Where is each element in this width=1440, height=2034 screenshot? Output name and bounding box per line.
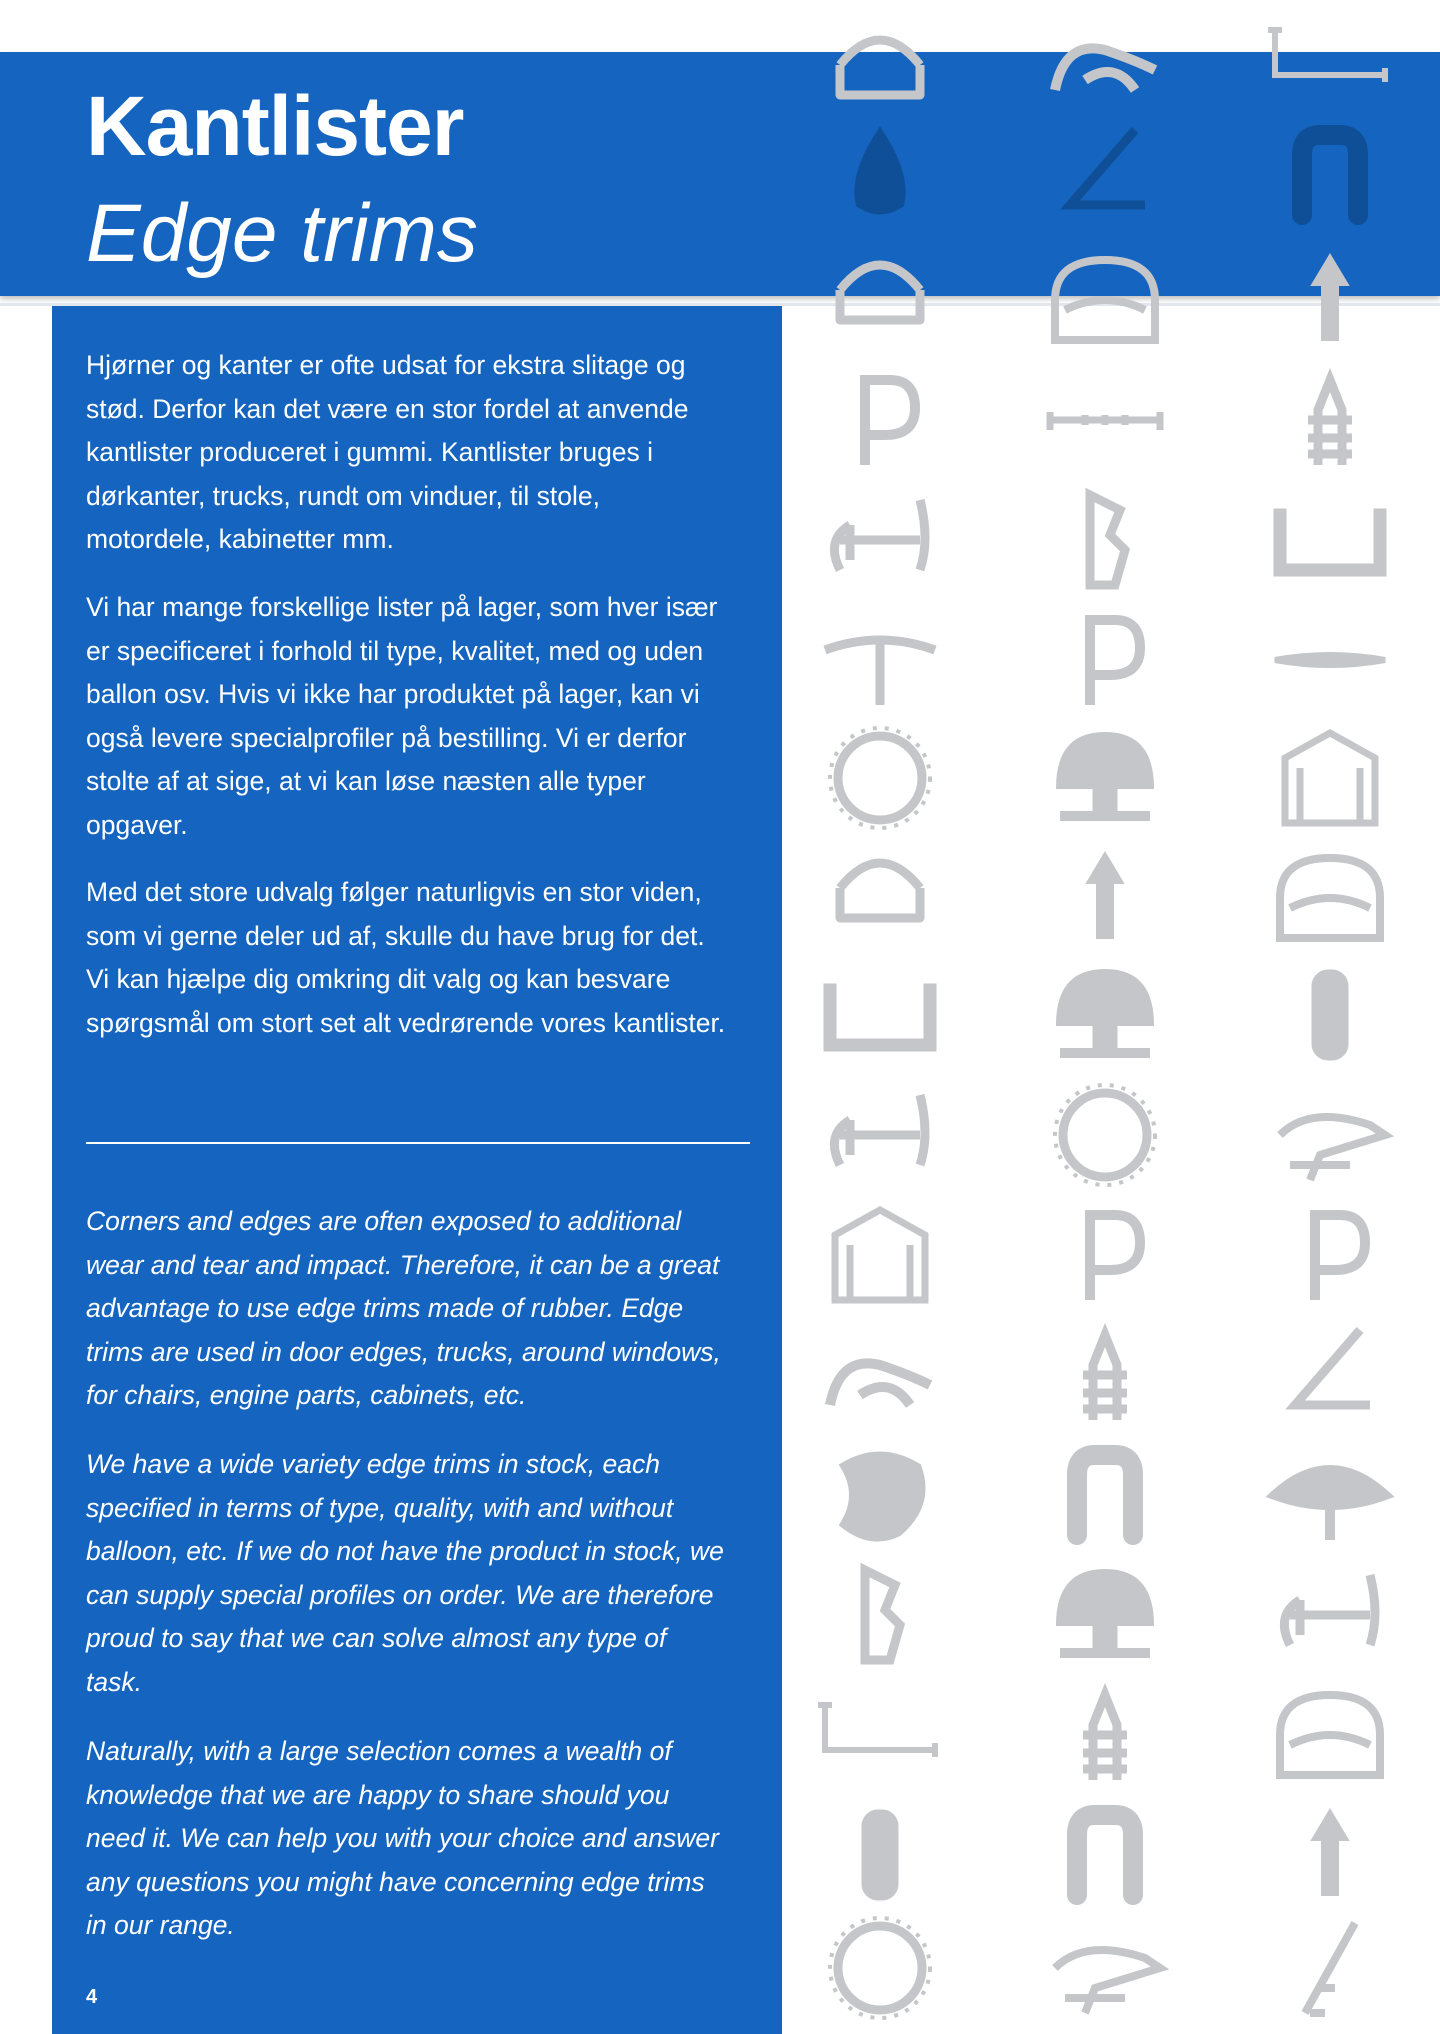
edge-trim-profile-icon xyxy=(1055,1085,1155,1185)
edge-trim-profile-icon xyxy=(1275,655,1385,665)
edge-trim-profile-icon xyxy=(1312,1810,1348,1895)
english-paragraph-1: Corners and edges are often exposed to additional wear and tear and impact. Therefore, it can be a great advantage to use edge trims made of rubber. Edge trims are used in door edges, trucks, around windows, for chairs, engine parts, cabinets, etc. xyxy=(86,1206,721,1410)
edge-trim-profile-icon xyxy=(1315,1215,1365,1300)
page-number: 4 xyxy=(86,1986,98,2008)
edge-trim-profile-icon xyxy=(862,1810,898,1900)
edge-trim-profile-icon xyxy=(1087,853,1123,938)
edge-trim-profile-icon xyxy=(1285,733,1375,823)
danish-paragraph-2: Vi har mange forskellige lister på lager, som hver især er specificeret i forhold til type, kvalitet, med og uden ballon osv. Hvis vi ikke har produktet på lager, kan vi også levere specialprofiler på bestilling. Vi er derfor stolte af at sige, at vi kan løse næsten alle typer opgaver. xyxy=(86,592,718,840)
edge-trim-profile-icon xyxy=(1305,1923,1355,2013)
edge-trim-profile-icon xyxy=(840,863,920,918)
edge-trim-profile-icon xyxy=(865,380,915,465)
edge-trim-profile-icon xyxy=(825,985,935,1050)
edge-trim-profile-icon xyxy=(840,40,920,95)
edge-trim-profile-icon xyxy=(1050,412,1160,430)
edge-trim-profile-icon xyxy=(1057,1570,1153,1653)
edge-trim-profile-icon xyxy=(1077,1815,1133,1895)
edge-trim-profile-icon xyxy=(1280,1117,1385,1180)
edge-trim-profile-icon xyxy=(1308,380,1352,465)
edge-trim-profile-icon xyxy=(1090,1215,1140,1300)
edge-trim-profile-icon xyxy=(1090,495,1125,585)
edge-trim-profile-icon xyxy=(1083,1695,1127,1780)
edge-trim-profile-icon xyxy=(1055,48,1155,90)
edge-trim-profiles-svg xyxy=(800,0,1440,2034)
edge-trim-profile-icon xyxy=(1280,1695,1380,1775)
edge-trim-profile-icon xyxy=(1312,970,1348,1060)
edge-trim-profile-icon xyxy=(1275,1470,1385,1540)
edge-trim-profile-icon xyxy=(1057,970,1153,1053)
edge-trim-profile-icon xyxy=(1055,260,1155,340)
edge-trim-profile-icon xyxy=(835,1210,925,1300)
english-paragraph-3: Naturally, with a large selection comes a wealth of knowledge that we are happy to share should you need it. We can help you with your choice and answer any questions you might have concerning edge trims in our range. xyxy=(86,1736,719,1940)
edge-trim-profile-icon xyxy=(1312,255,1348,340)
edge-trim-profile-icon xyxy=(1284,1575,1375,1645)
edge-trim-profile-icon xyxy=(830,1363,930,1405)
edge-trim-profile-icon xyxy=(818,1705,935,1757)
edge-trim-profile-icon xyxy=(1090,620,1140,705)
edge-trim-profile-icon xyxy=(856,130,903,213)
page-title: Kantlister xyxy=(86,79,464,173)
edge-trim-profile-icon xyxy=(865,1570,900,1660)
edge-trim-profile-icon xyxy=(834,500,925,570)
edge-trim-profile-icon xyxy=(1057,733,1153,816)
edge-trim-profile-icon xyxy=(1275,510,1385,575)
edge-trim-profile-icon xyxy=(1055,1950,1160,2013)
edge-trim-profile-icon xyxy=(1077,1455,1133,1535)
edge-trim-profile-icon xyxy=(1268,30,1385,82)
danish-paragraph-1: Hjørner og kanter er ofte udsat for ekstra slitage og stød. Derfor kan det være en stor fordel at anvende kantlister produceret i gummi. Kantlister bruges i dørkanter, trucks, rundt om vinduer, til stole, motordele, kabinetter mm. xyxy=(86,350,689,554)
danish-paragraph-3: Med det store udvalg følger naturligvis en stor viden, som vi gerne deler ud af, skulle du have brug for det. Vi kan hjælpe dig omkring dit valg og kan besvare spørgsmål om stort set alt vedrørende vores kantlister. xyxy=(86,877,726,1038)
edge-trim-profile-icon xyxy=(1083,1335,1127,1420)
edge-trim-profile-icon xyxy=(830,1918,930,2018)
edge-trim-profile-icon xyxy=(840,265,920,320)
edge-trim-profile-icon xyxy=(1280,858,1380,938)
edge-trim-profiles-gallery xyxy=(800,0,1440,2034)
profile-grid xyxy=(818,30,1385,2018)
edge-trim-profile-icon xyxy=(1302,135,1358,215)
language-divider xyxy=(86,1142,750,1144)
edge-trim-profile-icon xyxy=(834,1095,925,1165)
edge-trim-profile-icon xyxy=(830,728,930,828)
edge-trim-profile-icon xyxy=(1295,1330,1370,1405)
text-panel xyxy=(52,306,782,2034)
edge-trim-profile-icon xyxy=(825,640,935,705)
edge-trim-profile-icon xyxy=(840,1453,925,1541)
page-subtitle: Edge trims xyxy=(86,188,478,279)
english-paragraph-2: We have a wide variety edge trims in stock, each specified in terms of type, quality, with and without balloon, etc. If we do not have the product in stock, we can supply special profiles on order. We are therefore proud to say that we can solve almost any type of task. xyxy=(86,1449,724,1697)
edge-trim-profile-icon xyxy=(1070,130,1145,205)
